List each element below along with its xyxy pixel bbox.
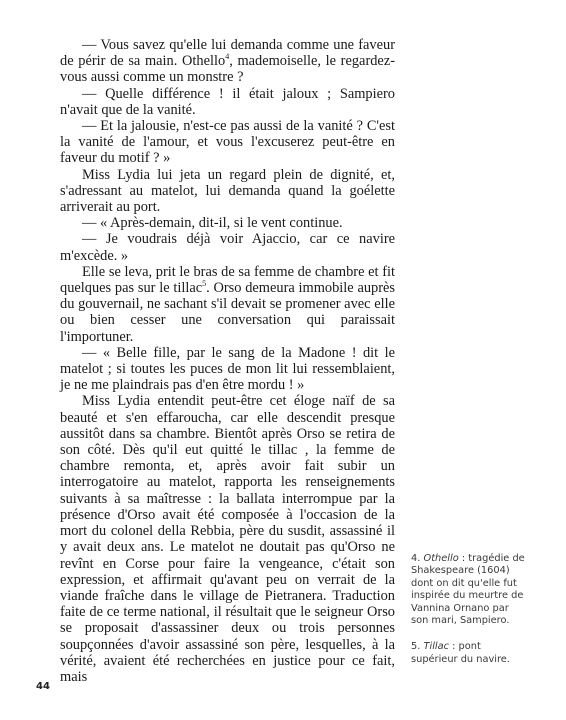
footnote-ref: 4 — [225, 52, 230, 62]
paragraph-text: , mademoiselle, le regardez-vous aussi comme un monstre ? — [60, 53, 395, 86]
main-text — [60, 37, 395, 685]
page-number: 44 — [36, 681, 50, 692]
paragraph-text: — Et la jalousie, n'est-ce pas aussi de la vanité ? C'est la vanité de l'amour, et vous l'excuserez peut-être en faveur du motif ? » — [60, 118, 395, 167]
paragraph-text: Miss Lydia entendit peut-être cet éloge naïf de sa beauté et s'en effaroucha, car elle descendit presque aussitôt dans sa chambre. Bientôt après Orso se retira de son côté. Dès qu'il eut quitté le tillac , la femme de chambre remonta, et, après avoir fait subir un interrogatoire au matelot, rapporta les renseignements suivants à sa maîtresse : la ballata interrompue par la présence d'Orso avait été composée à l'occasion de la mort du colonel della Rebbia, père du susdit, assassiné il y avait deux ans. Le matelot ne doutait pas qu'Orso ne revînt en Corse pour faire la vengeance, c'était son expression, et affirmait qu'avant peu on verrait de la viande fraîche dans le village de Pietranera. Traduction faite de ce terme national, il résultait que le seigneur Orso se proposait d'assassiner deux ou trois personnes soupçonnées d'avoir assassiné son père, lesquelles, à la vérité, avaient été recherchées en justice pour ce fait, mais — [60, 393, 395, 685]
paragraph — [60, 345, 395, 394]
paragraph — [60, 264, 395, 345]
paragraph-text: — Je voudrais déjà voir Ajaccio, car ce navire m'excède. » — [60, 231, 395, 264]
paragraph-text: — Quelle différence ! il était jaloux ; Sampiero n'avait que de la vanité. — [60, 85, 395, 118]
paragraph-text: Elle se leva, prit le bras de sa femme de chambre et fit quelques pas sur le tillac — [60, 263, 395, 297]
paragraph — [60, 118, 395, 167]
paragraph-text: — « Après-demain, dit-il, si le vent continue. — [82, 215, 343, 232]
footnote-5: 5. Tillac : pont supérieur du navire. — [411, 641, 510, 665]
paragraph — [60, 37, 395, 86]
footnote-4: 4. Othello : tragédie de Shakespeare (1604) dont on dit qu'elle fut inspirée du meurtre de Vannina Ornano par son mari, Sampiero. — [411, 553, 525, 627]
paragraph — [60, 215, 395, 231]
paragraph-text: — « Belle fille, par le sang de la Madone ! dit le matelot ; si toutes les puces de mon lit lui ressemblaient, je ne me plaindrais pas d'en être mordu ! » — [60, 344, 395, 394]
paragraph-text: . Orso demeura immobile auprès du gouvernail, ne sachant s'il devait se promener avec elle ou bien cesser une conversation qui paraissait l'importuner. — [60, 280, 395, 345]
paragraph — [60, 393, 395, 685]
paragraph — [60, 231, 395, 263]
paragraph — [60, 167, 395, 216]
paragraph-text: — Vous savez qu'elle lui demanda comme une faveur de périr de sa main. Othello — [60, 37, 395, 70]
footnotes — [411, 553, 529, 680]
footnote-ref: 5 — [202, 279, 207, 289]
paragraph-text: Miss Lydia lui jeta un regard plein de dignité, et, s'adressant au matelot, lui demanda quand la goélette arriverait au port. — [60, 166, 395, 216]
paragraph — [60, 86, 395, 118]
